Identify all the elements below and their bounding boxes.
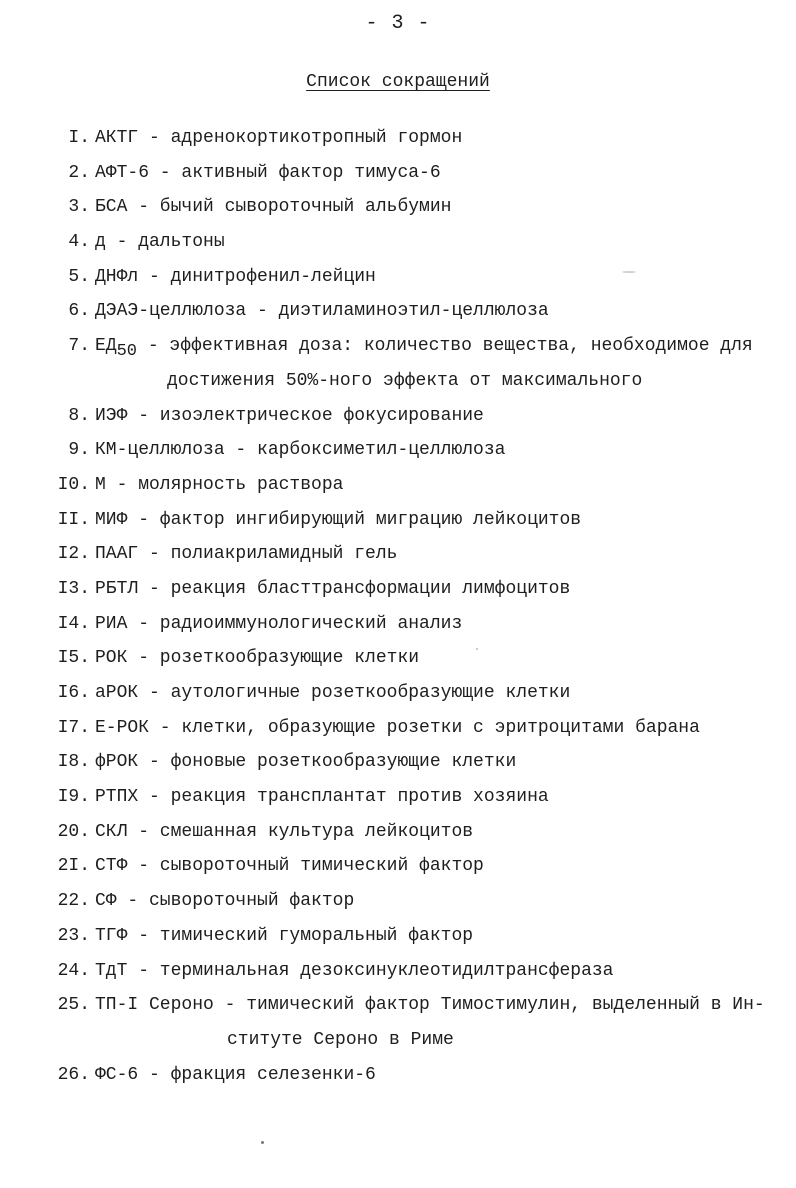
item-number: I. bbox=[68, 128, 90, 148]
item-subscript: 50 bbox=[116, 342, 138, 362]
list-item bbox=[0, 399, 796, 434]
item-number: 20. bbox=[57, 821, 90, 842]
item-number: I0. bbox=[57, 474, 90, 495]
item-text: аРОК - аутологичные розеткообразующие клетки bbox=[95, 683, 571, 703]
item-number: 24. bbox=[57, 960, 90, 981]
item-text: д - дальтоны bbox=[95, 232, 225, 253]
list-item bbox=[0, 815, 796, 850]
list-item bbox=[0, 260, 796, 295]
scan-speck bbox=[261, 1141, 264, 1144]
item-text: ТдТ - терминальная дезоксинуклеотидилтрансфераза bbox=[95, 960, 614, 981]
item-text: фРОК - фоновые розеткообразующие клетки bbox=[95, 752, 517, 773]
item-number: 2I. bbox=[57, 856, 90, 877]
item-text: Е-РОК - клетки, образующие розетки с эритроцитами барана bbox=[95, 717, 700, 738]
item-number: II. bbox=[57, 509, 90, 530]
item-number: 7. bbox=[68, 336, 90, 357]
list-item bbox=[0, 294, 796, 329]
item-number: 8. bbox=[68, 405, 90, 426]
item-number: I9. bbox=[57, 787, 90, 808]
item-text: РТПХ - реакция трансплантат против хозяина bbox=[95, 787, 549, 808]
item-text: ИЭФ - изоэлектрическое фокусирование bbox=[95, 405, 484, 426]
item-text: ФС-6 - фракция селезенки-6 bbox=[95, 1064, 376, 1085]
item-number: 2. bbox=[68, 162, 90, 183]
abbreviation-list bbox=[0, 121, 796, 1092]
item-number: 26. bbox=[57, 1064, 90, 1085]
item-number: I5. bbox=[57, 648, 90, 669]
list-item bbox=[0, 537, 796, 572]
item-text: БСА - бычий сывороточный альбумин bbox=[95, 197, 452, 218]
list-item bbox=[0, 641, 796, 676]
title-text: Список сокращений bbox=[306, 72, 490, 92]
list-item bbox=[0, 468, 796, 503]
item-text: М - молярность раствора bbox=[95, 474, 344, 495]
item-number: 6. bbox=[68, 301, 90, 322]
list-item bbox=[0, 190, 796, 225]
scan-speck bbox=[622, 271, 636, 273]
item-text: ТГФ - тимический гуморальный фактор bbox=[95, 925, 474, 946]
item-text: РОК - розеткообразующие клетки bbox=[95, 648, 420, 669]
list-item bbox=[0, 745, 796, 780]
item-text: СФ - сывороточный фактор bbox=[95, 891, 355, 912]
list-item bbox=[0, 1058, 796, 1093]
item-number: 25. bbox=[57, 995, 90, 1016]
item-number: 22. bbox=[57, 891, 90, 912]
item-number: 9. bbox=[68, 440, 90, 461]
item-number: I7. bbox=[57, 717, 90, 738]
item-number: 5. bbox=[68, 266, 90, 287]
page-title bbox=[0, 72, 796, 92]
item-text: АКТГ - адренокортикотропный гормон bbox=[95, 128, 463, 148]
item-text: МИФ - фактор ингибирующий миграцию лейкоцитов bbox=[95, 509, 582, 530]
list-item bbox=[0, 607, 796, 642]
item-number: I4. bbox=[57, 613, 90, 634]
page-number: - 3 - bbox=[365, 12, 431, 35]
list-item bbox=[0, 329, 796, 364]
list-item bbox=[0, 676, 796, 711]
item-text: РИА - радиоиммунологический анализ bbox=[95, 613, 463, 634]
item-number: I2. bbox=[57, 544, 90, 565]
list-item bbox=[0, 954, 796, 989]
list-item bbox=[0, 919, 796, 954]
list-item bbox=[0, 884, 796, 919]
list-item bbox=[0, 711, 796, 746]
list-item bbox=[0, 225, 796, 260]
scan-speck bbox=[476, 648, 478, 650]
item-text: КМ-целлюлоза - карбоксиметил-целлюлоза bbox=[95, 440, 506, 461]
item-text-continuation: достижения 50%-ного эффекта от максимального bbox=[167, 370, 643, 391]
list-item bbox=[0, 121, 796, 156]
item-text: РБТЛ - реакция бласттрансформации лимфоцитов bbox=[95, 578, 571, 599]
list-item bbox=[0, 156, 796, 191]
list-item bbox=[0, 780, 796, 815]
item-text bbox=[95, 329, 753, 364]
item-number: I3. bbox=[57, 578, 90, 599]
item-definition: - эффективная доза: количество вещества, необходимое для bbox=[137, 336, 753, 357]
item-number: I6. bbox=[57, 683, 90, 703]
item-text: ПААГ - полиакриламидный гель bbox=[95, 544, 398, 565]
list-item bbox=[0, 503, 796, 538]
item-text: АФТ-6 - активный фактор тимуса-6 bbox=[95, 162, 441, 183]
list-item bbox=[0, 572, 796, 607]
item-abbreviation: ЕД bbox=[95, 336, 117, 357]
item-number: 3. bbox=[68, 197, 90, 218]
item-text: СТФ - сывороточный тимический фактор bbox=[95, 856, 484, 877]
item-text: ДЭАЭ-целлюлоза - диэтиламиноэтил-целлюлоза bbox=[95, 301, 549, 322]
list-item bbox=[0, 988, 796, 1023]
item-text: ДНФл - динитрофенил-лейцин bbox=[95, 266, 376, 287]
list-item bbox=[0, 433, 796, 468]
item-text: ТП-I Сероно - тимический фактор Тимостимулин, выделенный в Ин- bbox=[95, 995, 765, 1016]
item-text-continuation: ституте Сероно в Риме bbox=[227, 1029, 454, 1050]
item-number: I8. bbox=[57, 752, 90, 773]
list-item bbox=[0, 849, 796, 884]
item-text: СКЛ - смешанная культура лейкоцитов bbox=[95, 821, 474, 842]
item-number: 23. bbox=[57, 925, 90, 946]
item-number: 4. bbox=[68, 232, 90, 253]
list-item-continuation bbox=[0, 364, 796, 399]
list-item-continuation bbox=[0, 1023, 796, 1058]
